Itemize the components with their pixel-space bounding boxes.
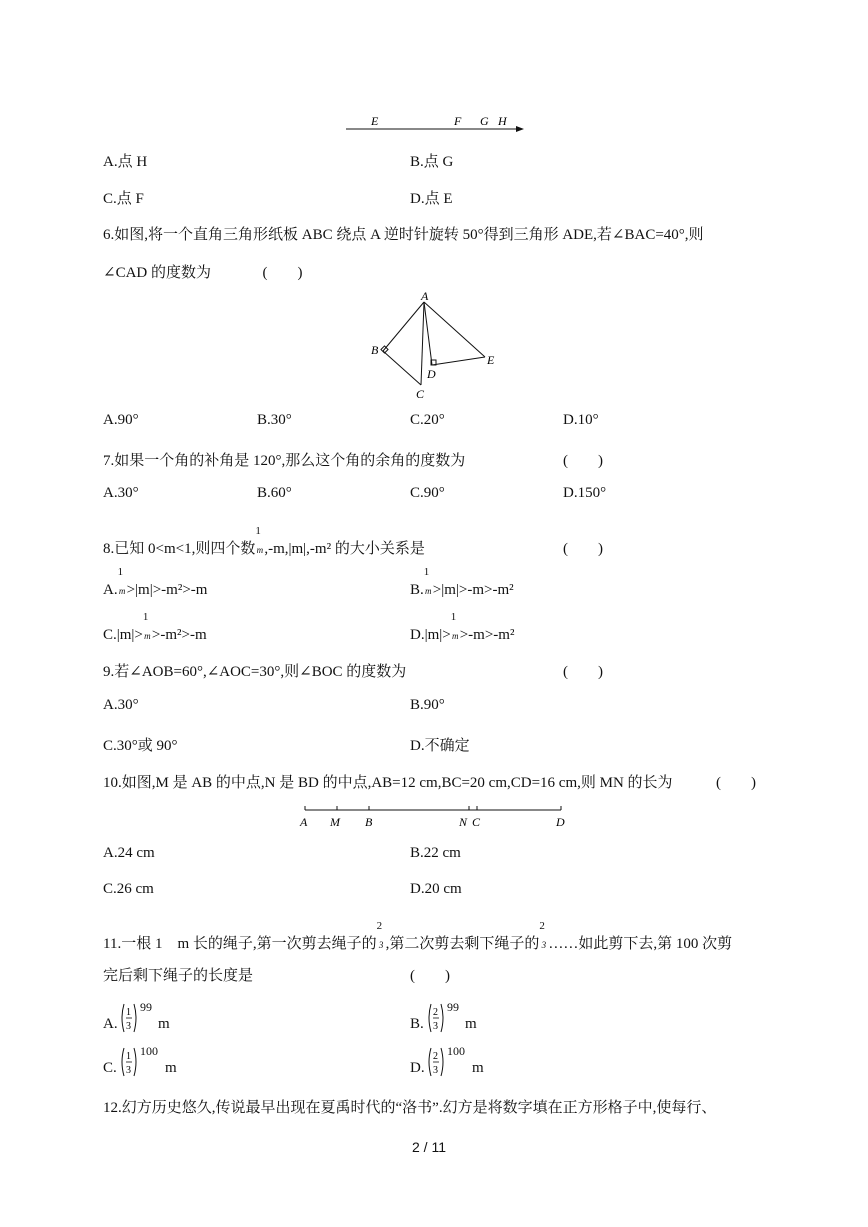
q5-point-f: F <box>454 114 462 128</box>
q5-option-d[interactable]: D.点 E <box>410 191 453 207</box>
q6-label-c: C <box>416 387 425 401</box>
q10-option-b[interactable]: B.22 cm <box>410 845 461 861</box>
q10-segment-figure <box>295 800 575 832</box>
q8-stem-pre: 8.已知 0<m<1,则四个数 <box>103 541 256 557</box>
q8-fraction-num: 1 <box>255 525 261 537</box>
q11-option-a-unit: m <box>158 1016 170 1032</box>
q5-option-a[interactable]: A.点 H <box>103 154 148 170</box>
q11-option-b-num: 2 <box>433 1007 438 1018</box>
q6-option-d[interactable]: D.10° <box>563 412 599 428</box>
q11-option-b-exp: 99 <box>447 1000 459 1014</box>
q11-stem-part-c: ……如此剪下去,第 100 次剪 <box>548 936 733 952</box>
q11-stem-line1 <box>103 920 733 953</box>
q11-option-c-num: 1 <box>126 1051 131 1062</box>
q10-stem: 10.如图,M 是 AB 的中点,N 是 BD 的中点,AB=12 cm,BC=20 cm,CD=16 cm,则 MN 的长为 <box>103 775 673 791</box>
q8-option-c-post: >-m²>-m <box>151 627 207 643</box>
q12-stem-line1: 12.幻方历史悠久,传说最早出现在夏禹时代的“洛书”.幻方是将数字填在正方形格子中,使每行、 <box>103 1100 717 1116</box>
q8-stem <box>103 525 425 558</box>
q8-option-c-pre: C.|m|> <box>103 627 143 643</box>
q7-option-b[interactable]: B.60° <box>257 485 292 501</box>
q5-option-c[interactable]: C.点 F <box>103 191 144 207</box>
q9-option-c[interactable]: C.30°或 90° <box>103 738 178 754</box>
q10-point-c: C <box>472 815 481 829</box>
q11-stem-part-a: 11.一根 1 m 长的绳子,第一次剪去绳子的 <box>103 936 377 952</box>
q8-option-d-den: m <box>451 631 459 641</box>
q11-option-c-label: C. <box>103 1060 117 1076</box>
q11-option-b-label: B. <box>410 1016 424 1032</box>
q11-option-d-den: 3 <box>433 1065 438 1076</box>
q8-option-a-pre: A. <box>103 582 118 598</box>
q6-option-b[interactable]: B.30° <box>257 412 292 428</box>
q11-option-d-num: 2 <box>433 1051 438 1062</box>
q11-option-c-unit: m <box>165 1060 177 1076</box>
q5-point-h: H <box>498 114 507 128</box>
q5-number-line <box>340 110 530 140</box>
q8-fraction <box>255 525 264 558</box>
q10-option-a[interactable]: A.24 cm <box>103 845 155 861</box>
q8-fraction-den: m <box>256 545 264 555</box>
q9-option-b[interactable]: B.90° <box>410 697 445 713</box>
q11-option-d-unit: m <box>472 1060 484 1076</box>
q11-answer-bracket[interactable]: ( ) <box>410 968 450 984</box>
q9-option-a[interactable]: A.30° <box>103 697 139 713</box>
q10-option-c[interactable]: C.26 cm <box>103 881 154 897</box>
q11-option-d-exp: 100 <box>447 1044 465 1058</box>
q11-stem-part-b: ,第二次剪去剩下绳子的 <box>385 936 540 952</box>
q6-answer-bracket[interactable]: ( ) <box>262 265 303 281</box>
q10-point-b: B <box>365 815 373 829</box>
q7-option-d[interactable]: D.150° <box>563 485 607 501</box>
q8-option-c[interactable] <box>103 611 207 644</box>
q5-point-e: E <box>371 114 379 128</box>
q6-triangle-figure <box>365 285 505 405</box>
q11-option-b-unit: m <box>465 1016 477 1032</box>
q10-point-n: N <box>459 815 468 829</box>
q6-option-a[interactable]: A.90° <box>103 412 139 428</box>
q8-option-b-num: 1 <box>423 566 430 578</box>
q6-stem-line1: 6.如图,将一个直角三角形纸板 ABC 绕点 A 逆时针旋转 50°得到三角形 ADE,若∠BAC=40°,则 <box>103 227 704 243</box>
q6-option-c[interactable]: C.20° <box>410 412 445 428</box>
q6-label-b: B <box>371 343 379 357</box>
q8-option-b-fraction <box>423 566 433 599</box>
q7-stem: 7.如果一个角的补角是 120°,那么这个角的余角的度数为 <box>103 453 466 469</box>
q11-option-d-paren <box>426 1046 446 1078</box>
q8-option-d[interactable] <box>410 611 515 644</box>
q8-option-a-post: >|m|>-m²>-m <box>126 582 208 598</box>
q8-option-c-fraction <box>142 611 152 644</box>
q7-answer-bracket[interactable]: ( ) <box>563 453 603 469</box>
q10-answer-bracket[interactable]: ( ) <box>716 775 756 791</box>
q9-stem: 9.若∠AOB=60°,∠AOC=30°,则∠BOC 的度数为 <box>103 664 407 680</box>
q6-label-d: D <box>427 367 436 381</box>
q8-option-b-den: m <box>425 586 432 596</box>
q7-option-c[interactable]: C.90° <box>410 485 445 501</box>
q8-option-a-num: 1 <box>117 566 124 578</box>
q6-stem-line2 <box>103 261 303 282</box>
q11-option-a-exp: 99 <box>140 1000 152 1014</box>
q11-option-c-den: 3 <box>126 1065 131 1076</box>
q11-option-a-num: 1 <box>126 1007 131 1018</box>
q5-point-g: G <box>480 114 489 128</box>
page-number: 2 / 11 <box>412 1139 446 1155</box>
q8-stem-post: ,-m,|m|,-m² 的大小关系是 <box>264 541 425 557</box>
q8-option-d-pre: D.|m|> <box>410 627 451 643</box>
q8-option-a-den: m <box>118 586 126 596</box>
q11-fraction-2-den: 3 <box>541 940 547 950</box>
q6-label-a: A <box>421 289 429 303</box>
q8-option-b-post: >|m|>-m>-m² <box>432 582 514 598</box>
q7-option-a[interactable]: A.30° <box>103 485 139 501</box>
q11-option-c-exp: 100 <box>140 1044 158 1058</box>
q8-option-c-num: 1 <box>142 611 149 623</box>
q10-point-m: M <box>330 815 340 829</box>
q11-option-a-den: 3 <box>126 1021 131 1032</box>
q11-option-d-label: D. <box>410 1060 425 1076</box>
q11-fraction-2-num: 2 <box>539 920 545 932</box>
q10-option-d[interactable]: D.20 cm <box>410 881 462 897</box>
q8-option-d-num: 1 <box>450 611 457 623</box>
q11-option-b-paren <box>426 1002 446 1034</box>
q11-fraction-1 <box>376 920 386 953</box>
q9-option-d[interactable]: D.不确定 <box>410 738 470 754</box>
q11-option-a-paren <box>119 1002 139 1034</box>
q6-stem-text: ∠CAD 的度数为 <box>103 265 211 281</box>
q8-option-a[interactable] <box>103 566 208 599</box>
q8-option-a-fraction <box>117 566 127 599</box>
q8-option-d-fraction <box>450 611 460 644</box>
q11-fraction-2 <box>539 920 548 953</box>
q8-option-b-pre: B. <box>410 582 424 598</box>
q11-option-b-den: 3 <box>433 1021 438 1032</box>
q8-answer-bracket[interactable]: ( ) <box>563 541 603 557</box>
q11-fraction-1-num: 2 <box>376 920 383 932</box>
q5-option-b[interactable]: B.点 G <box>410 154 454 170</box>
q10-point-d: D <box>556 815 565 829</box>
q11-stem-line2: 完后剩下绳子的长度是 <box>103 968 254 984</box>
q11-option-a-label: A. <box>103 1016 118 1032</box>
q8-option-b[interactable] <box>410 566 514 599</box>
q6-label-e: E <box>487 353 495 367</box>
q11-option-c-paren <box>119 1046 139 1078</box>
q10-point-a: A <box>300 815 308 829</box>
q8-option-c-den: m <box>144 631 151 641</box>
q8-option-d-post: >-m>-m² <box>459 627 515 643</box>
q9-answer-bracket[interactable]: ( ) <box>563 664 603 680</box>
q11-fraction-1-den: 3 <box>378 940 384 950</box>
